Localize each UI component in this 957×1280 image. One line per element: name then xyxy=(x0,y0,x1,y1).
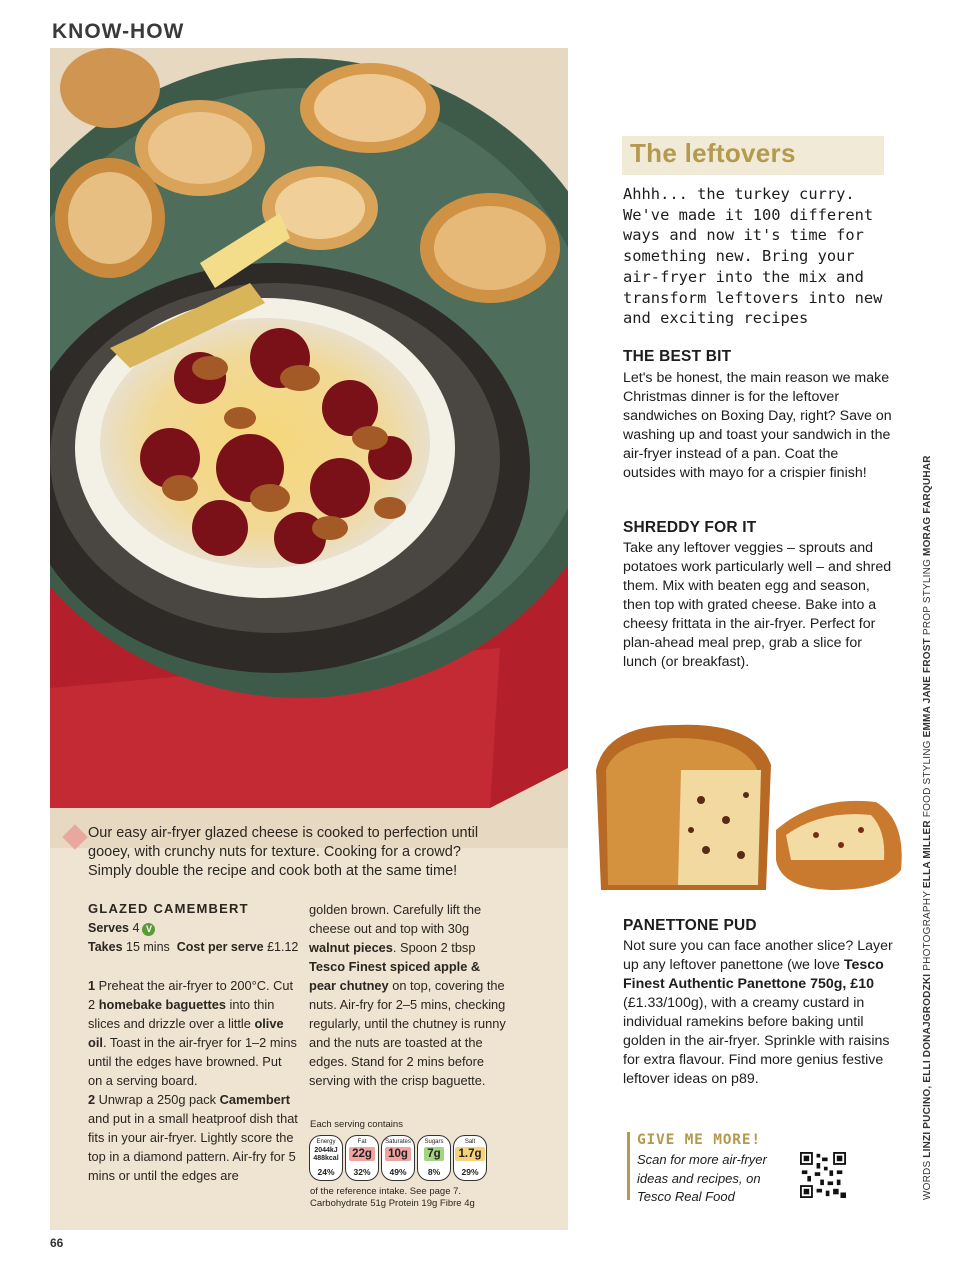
credit-label: PHOTOGRAPHY xyxy=(922,888,933,974)
shreddy-heading: SHREDDY FOR IT xyxy=(623,519,757,536)
energy-kj: 2044kJ xyxy=(314,1147,338,1154)
nutrition-salt xyxy=(453,1135,487,1181)
nutrient-name: Fat xyxy=(357,1139,367,1145)
recipe-title: GLAZED CAMEMBERT xyxy=(88,901,249,916)
panettone-text: Not sure you can face another slice? Layer up any leftover panettone (we love xyxy=(623,938,893,973)
method-column-1 xyxy=(88,976,298,1185)
ingredient: walnut pieces xyxy=(309,940,393,955)
ingredient: Camembert xyxy=(219,1092,291,1107)
credit-name: EMMA JANE FROST xyxy=(922,638,933,738)
nutrient-percent: 32% xyxy=(353,1167,371,1177)
page-number: 66 xyxy=(50,1236,64,1250)
recipe-serves xyxy=(88,921,155,936)
ingredient: homebake baguettes xyxy=(98,997,226,1012)
nutrient-name: Salt xyxy=(464,1139,476,1145)
nutrition-footer: of the reference intake. See page 7. Carbohydrate 51g Protein 19g Fibre 4g xyxy=(310,1186,475,1209)
nutrition-table xyxy=(309,1135,487,1181)
nutrition-energy xyxy=(309,1135,343,1181)
nutrient-name: Sugars xyxy=(424,1139,444,1145)
takes-label: Takes xyxy=(88,940,123,954)
method-text: Preheat the air-fryer to 200°C. Cut 2 xyxy=(88,978,293,1012)
nutrient-name: Saturates xyxy=(385,1139,411,1145)
method-text: . Spoon 2 tbsp xyxy=(392,940,476,955)
nutrient-value: 7g xyxy=(424,1147,443,1161)
credits xyxy=(922,455,933,1200)
nutrient-percent: 49% xyxy=(389,1167,407,1177)
nutrition-sugars xyxy=(417,1135,451,1181)
credit-name: ELLA MILLER xyxy=(922,820,933,889)
method-text: . Toast in the air-fryer for 1–2 mins until the edges have browned. Put on a serving board. xyxy=(88,1035,297,1088)
section-label: KNOW-HOW xyxy=(52,20,185,43)
ingredient: olive oil xyxy=(88,1016,284,1050)
give-more-heading: GIVE ME MORE! xyxy=(637,1132,761,1148)
method-text: on top, covering the nuts. Air-fry for 2–5 mins, checking regularly, until the chutney is runny and the nuts are toasted at the edges. Stand for 2 mins before serving with the crisp baguette. xyxy=(309,978,506,1088)
cost-value: £1.12 xyxy=(267,940,299,954)
glazed-camembert-photo xyxy=(50,48,568,848)
panettone-heading: PANETTONE PUD xyxy=(623,917,757,934)
best-bit-body: Let's be honest, the main reason we make Christmas dinner is for the leftover sandwiches on Boxing Day, right? Save on washing up and toast your sandwich in the air-fryer instead of a pan. Coat the outsides with mayo for a crispier finish! xyxy=(623,370,892,481)
method-text: and put in a small heatproof dish that fits in your air-fryer. Lightly score the top in a diamond pattern. Air-fry for 5 mins or until the edges are xyxy=(88,1111,298,1183)
section-heading: The leftovers xyxy=(630,138,796,168)
nutrient-value xyxy=(310,1147,341,1163)
nutrient-value: 10g xyxy=(385,1147,411,1161)
credit-label: WORDS xyxy=(922,1157,933,1200)
method-column-2 xyxy=(309,900,509,1090)
panettone-photo xyxy=(586,710,916,910)
panettone-text: (£1.33/100g), with a creamy custard in individual ramekins before baking until golden in the air-fryer. Sprinkle with raisins for extra flavour. Find more genius festive leftover ideas on p89. xyxy=(623,995,890,1087)
recipe-times xyxy=(88,940,298,954)
leftovers-intro: Ahhh... the turkey curry. We've made it 100 different ways and now it's time for something new. Bring your air-fryer into the mix and transform leftovers into new and exciting recipes xyxy=(623,185,883,328)
nutrition-fat xyxy=(345,1135,379,1181)
nutrient-percent: 8% xyxy=(427,1167,441,1177)
panettone-body xyxy=(623,937,893,1089)
nutrient-name: Energy xyxy=(316,1139,336,1145)
give-more-accent-bar xyxy=(627,1132,630,1200)
recipe-intro: Our easy air-fryer glazed cheese is cooked to perfection until gooey, with crunchy nuts for texture. Cooking for a crowd? Simply double the recipe and cook both at the same time! xyxy=(88,825,479,879)
credit-label: FOOD STYLING xyxy=(922,737,933,821)
nutrition-heading: Each serving contains xyxy=(310,1119,403,1130)
takes-value: 15 mins xyxy=(126,940,170,954)
credit-label: PROP STYLING xyxy=(922,555,933,639)
method-text: Unwrap a 250g pack xyxy=(95,1092,220,1107)
nutrient-value: 22g xyxy=(349,1147,375,1161)
method-text: golden brown. Carefully lift the cheese out and top with 30g xyxy=(309,902,482,936)
step-2-number: 2 xyxy=(88,1092,96,1107)
credit-name: LINZI PUCINO, ELLI DONAJGRODZKI xyxy=(922,973,933,1158)
cost-label: Cost per serve xyxy=(176,940,264,954)
serves-value: 4 xyxy=(132,921,140,935)
nutrient-percent: 24% xyxy=(317,1167,335,1177)
serves-label: Serves xyxy=(88,921,130,935)
vegetarian-icon: V xyxy=(142,923,155,936)
method-text: into thin slices and drizzle over a little xyxy=(88,997,275,1031)
nutrient-percent: 29% xyxy=(461,1167,479,1177)
credit-name: MORAG FARQUHAR xyxy=(922,455,933,556)
step-1-number: 1 xyxy=(88,978,96,993)
nutrition-saturates xyxy=(381,1135,415,1181)
product-name: Tesco Finest Authentic Panettone 750g, £10 xyxy=(623,957,884,992)
qr-code-icon[interactable] xyxy=(800,1152,846,1198)
shreddy-body: Take any leftover veggies – sprouts and potatoes work particularly well – and shred them. Mix with beaten egg and season, then top with grated cheese. Bake into a cheesy frittata in the air-fryer. Perfect for plan-ahead meal prep, grab a slice for lunch (or breakfast). xyxy=(623,540,892,670)
ingredient: Tesco Finest spiced apple & pear chutney xyxy=(309,959,481,993)
best-bit-heading: THE BEST BIT xyxy=(623,348,732,365)
energy-kcal: 488kcal xyxy=(313,1155,339,1162)
nutrient-value: 1.7g xyxy=(455,1147,484,1161)
give-more-body: Scan for more air-fryer ideas and recipes, on Tesco Real Food xyxy=(637,1152,767,1204)
